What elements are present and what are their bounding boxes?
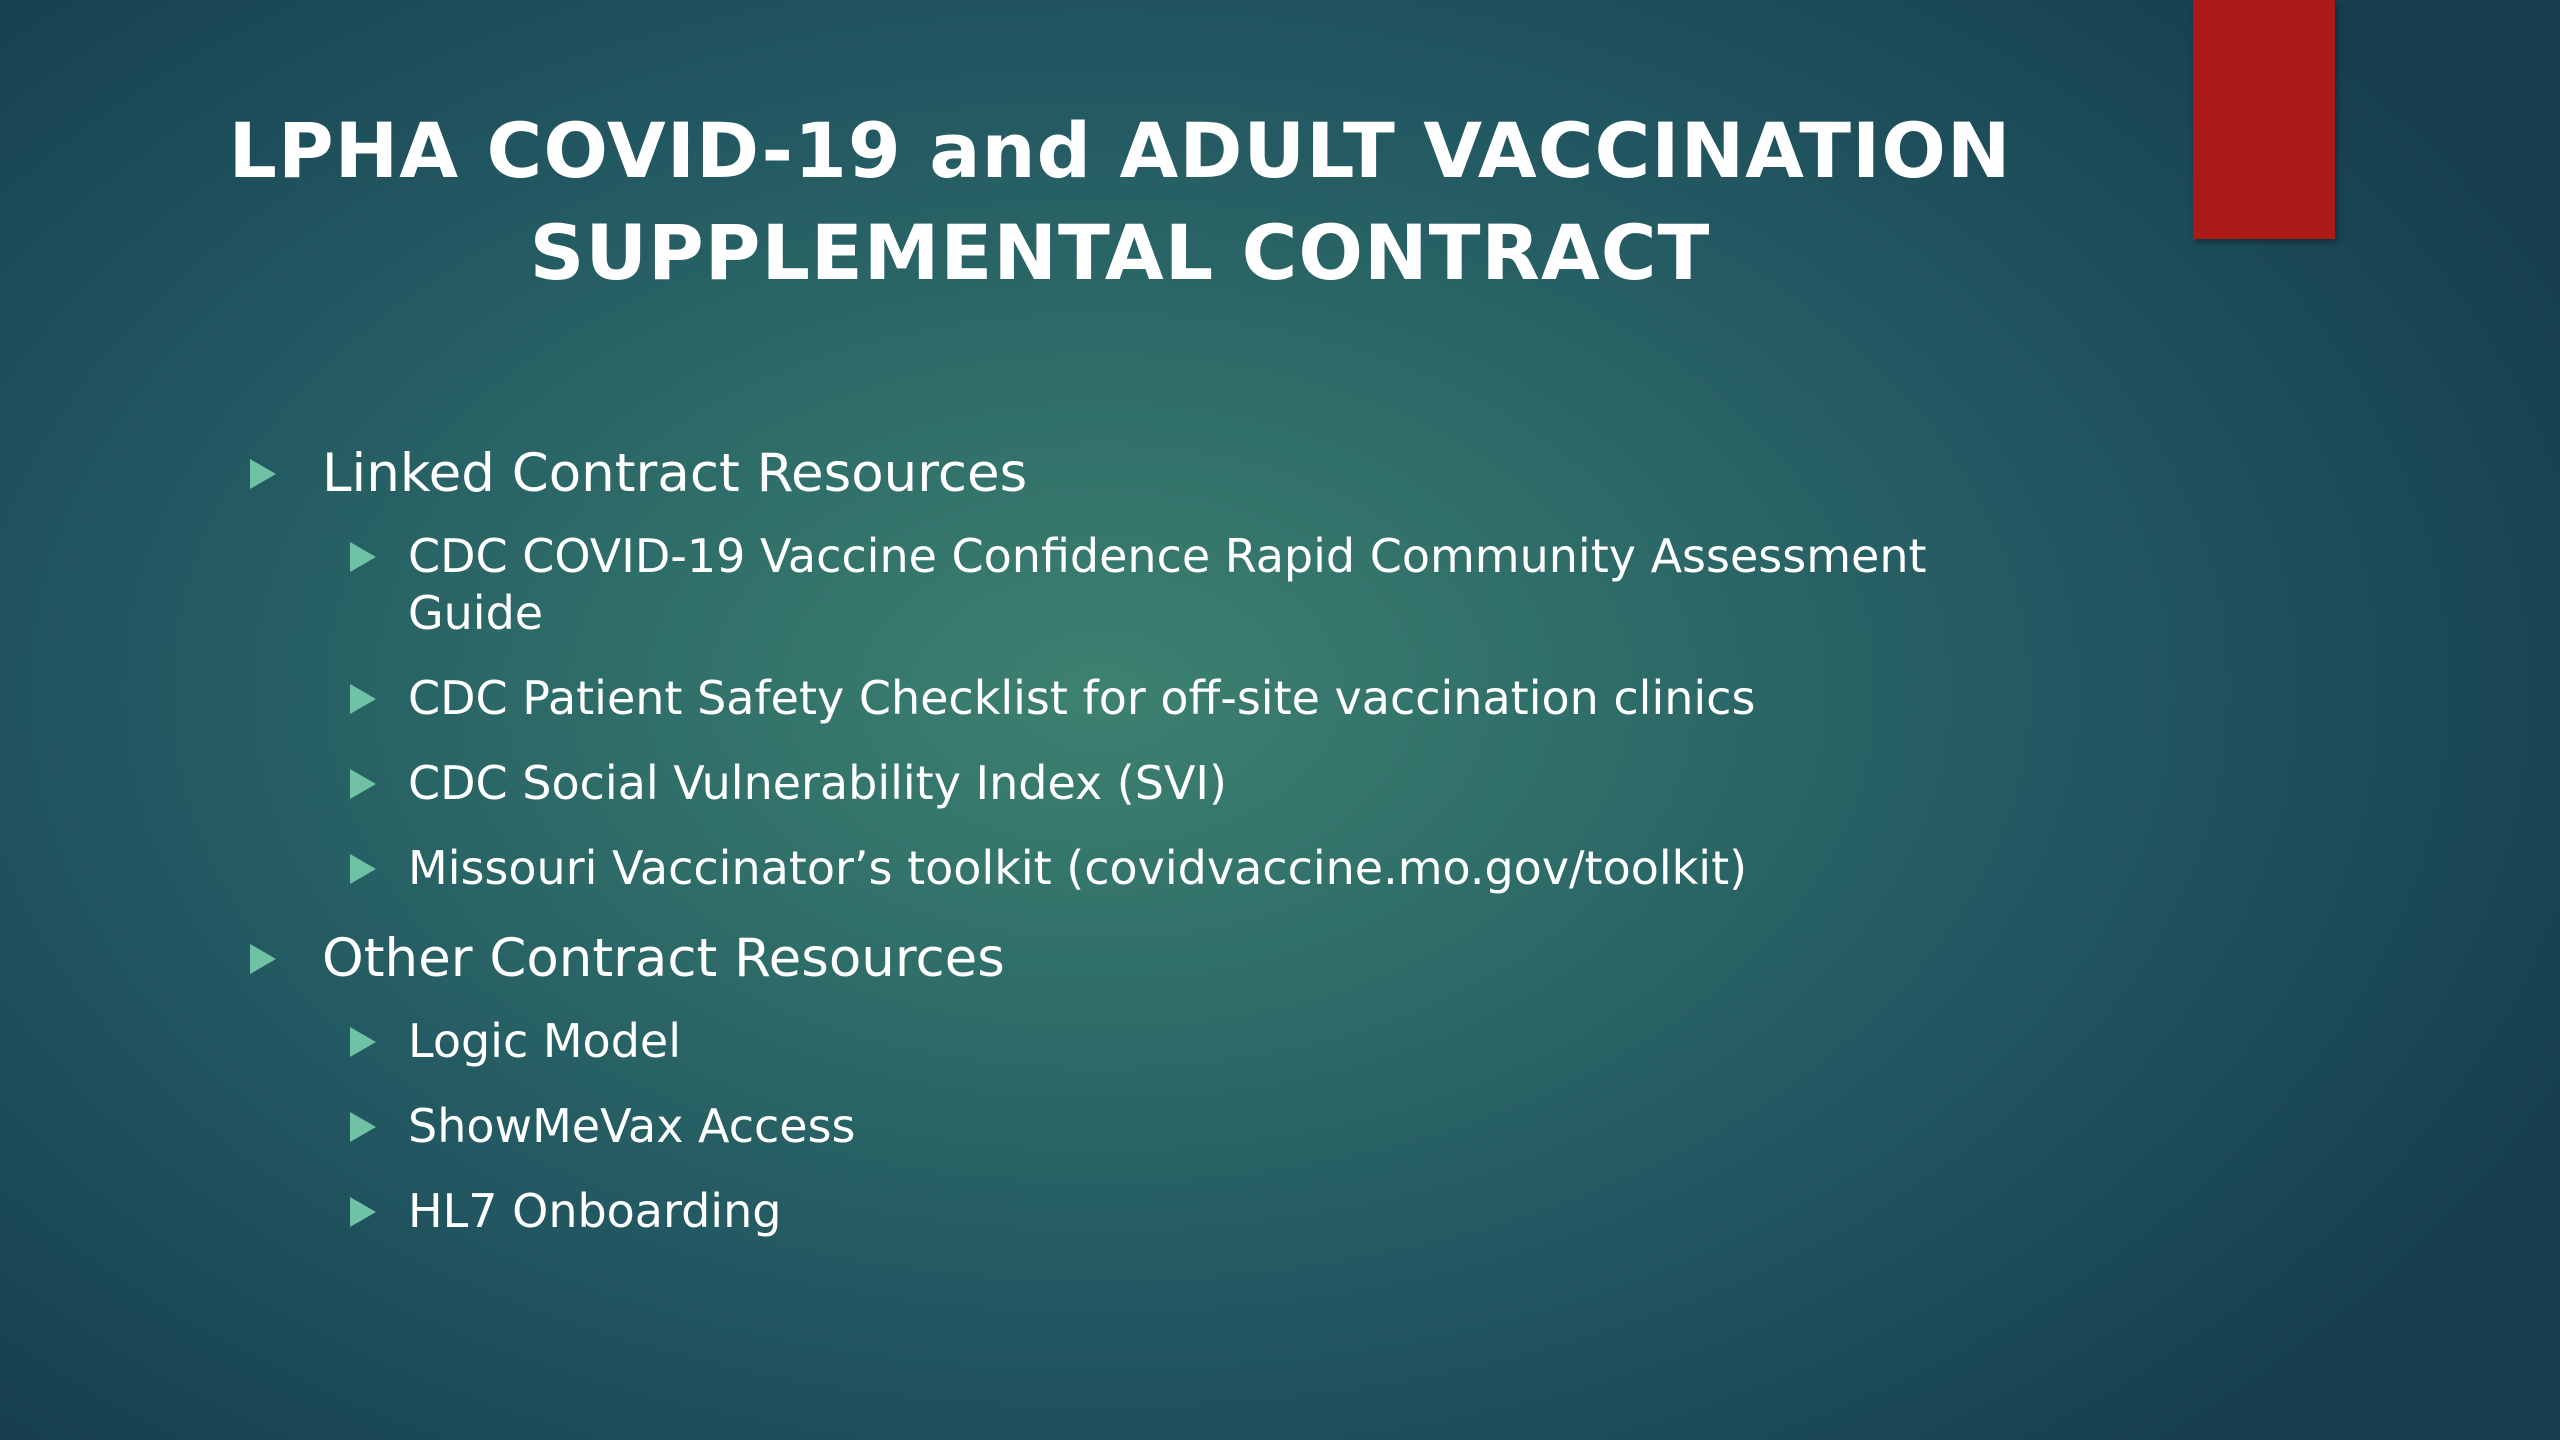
triangle-right-icon: [350, 1027, 376, 1057]
slide-title: [200, 100, 2040, 304]
sub-bullet-text[interactable]: ShowMeVax Access: [408, 1099, 856, 1153]
bullet-other-contract-resources: [250, 925, 2030, 993]
sub-bullet-hl7-onboarding[interactable]: [350, 1183, 2030, 1240]
bullet-linked-contract-resources: [250, 440, 2030, 508]
sub-bullet-cdc-patient-safety-checklist[interactable]: [350, 670, 2030, 727]
sub-bullet-showmevax-access[interactable]: [350, 1098, 2030, 1155]
slide-title-line-2: SUPPLEMENTAL CONTRACT: [529, 208, 1711, 297]
sub-bullet-text[interactable]: Logic Model: [408, 1014, 681, 1068]
sub-bullet-logic-model[interactable]: [350, 1013, 2030, 1070]
triangle-right-icon: [250, 944, 276, 974]
triangle-right-icon: [350, 542, 376, 572]
bullet-list: [250, 440, 2030, 1268]
bullet-text: Linked Contract Resources: [322, 443, 1028, 504]
triangle-right-icon: [350, 769, 376, 799]
triangle-right-icon: [350, 684, 376, 714]
sub-bullet-cdc-vaccine-confidence-guide[interactable]: [350, 528, 2030, 642]
sub-bullet-text[interactable]: Missouri Vaccinator’s toolkit (covidvaccine.mo.gov/toolkit): [408, 841, 1748, 895]
sub-bullet-text[interactable]: CDC Social Vulnerability Index (SVI): [408, 756, 1227, 810]
triangle-right-icon: [250, 459, 276, 489]
sub-bullet-text[interactable]: CDC COVID-19 Vaccine Confidence Rapid Community Assessment Guide: [408, 529, 1927, 640]
triangle-right-icon: [350, 1112, 376, 1142]
sub-bullet-cdc-svi[interactable]: [350, 755, 2030, 812]
triangle-right-icon: [350, 1197, 376, 1227]
sub-bullet-missouri-vaccinator-toolkit[interactable]: [350, 840, 2030, 897]
sub-bullet-text[interactable]: HL7 Onboarding: [408, 1184, 782, 1238]
sub-bullet-text[interactable]: CDC Patient Safety Checklist for off-site vaccination clinics: [408, 671, 1756, 725]
red-accent-bar: [2193, 0, 2335, 239]
bullet-text: Other Contract Resources: [322, 928, 1005, 989]
triangle-right-icon: [350, 854, 376, 884]
slide-title-line-1: LPHA COVID-19 and ADULT VACCINATION: [228, 106, 2012, 195]
